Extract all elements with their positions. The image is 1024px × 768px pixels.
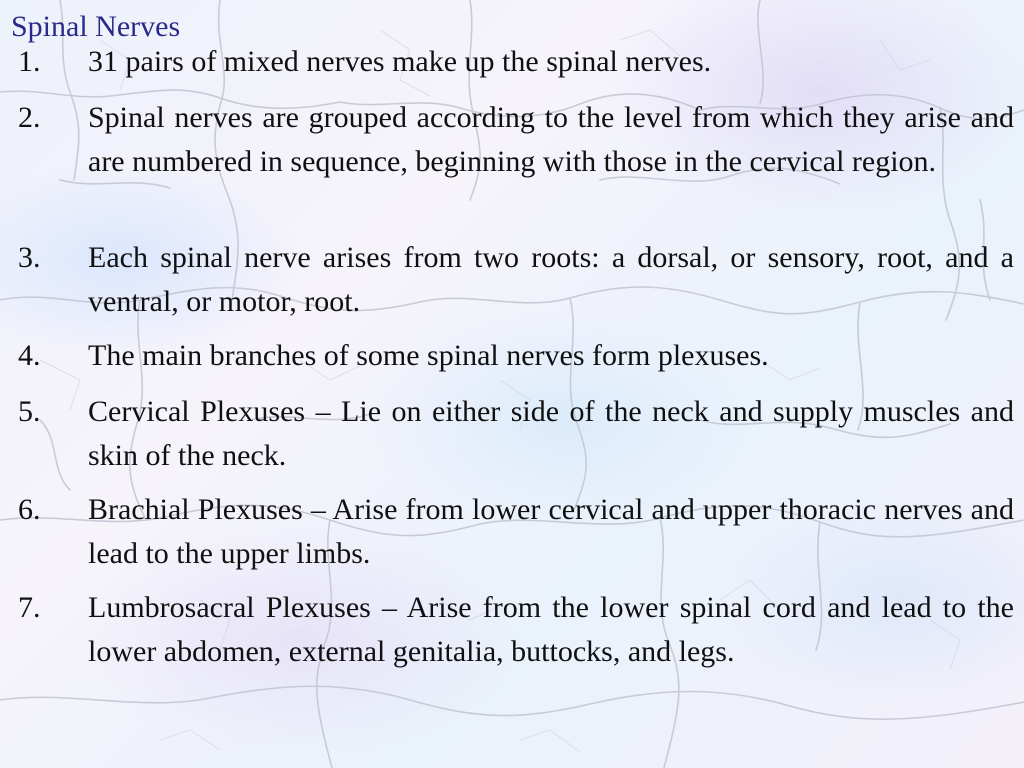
list-item-number: 4. [18, 339, 41, 372]
list-item-text: The main branches of some spinal nerves form plexuses. [88, 339, 769, 372]
list-item-text: Each spinal nerve arises from two roots: a dorsal, or sensory, root, and a ventral, or motor, root. [88, 241, 1014, 318]
list-item-text: Spinal nerves are grouped according to the level from which they arise and are numbered in sequence, beginning with those in the cervical region. [88, 101, 1014, 178]
list-item-number: 6. [18, 493, 41, 526]
list-item-number: 2. [18, 101, 41, 134]
slide-title: Spinal Nerves [11, 10, 181, 43]
list-item-number: 1. [18, 45, 41, 78]
list-item-text: 31 pairs of mixed nerves make up the spinal nerves. [88, 45, 712, 78]
list-item-text: Brachial Plexuses – Arise from lower cervical and upper thoracic nerves and lead to the upper limbs. [88, 493, 1014, 570]
list-item-text: Cervical Plexuses – Lie on either side of the neck and supply muscles and skin of the neck. [88, 395, 1014, 472]
list-item-number: 7. [18, 591, 41, 624]
list-item-number: 3. [18, 241, 41, 274]
list-item-text: Lumbrosacral Plexuses – Arise from the lower spinal cord and lead to the lower abdomen, external genitalia, buttocks, and legs. [88, 591, 1014, 668]
list-item-number: 5. [18, 395, 41, 428]
